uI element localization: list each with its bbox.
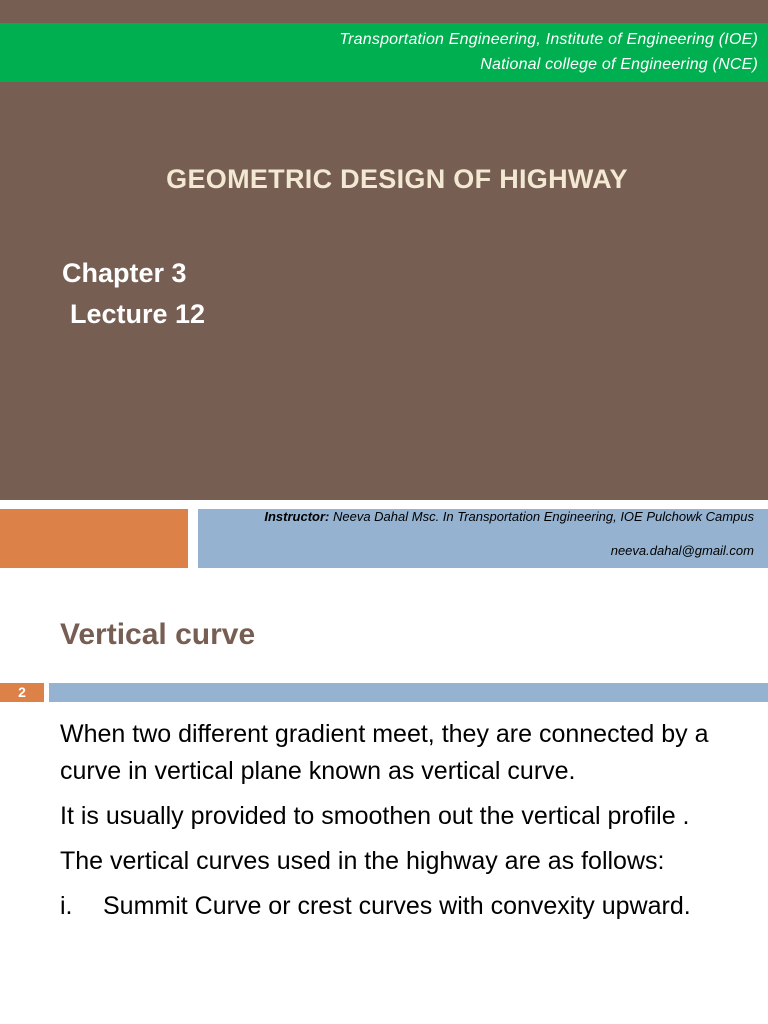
page-number: 2 — [0, 683, 44, 702]
banner-line-1: Transportation Engineering, Institute of Engineering (IOE) — [339, 31, 758, 48]
slide-2-header-bar — [49, 683, 768, 702]
instructor-box — [198, 509, 768, 568]
lecture-label: Lecture 12 — [70, 299, 206, 329]
instructor-label: Instructor: — [264, 509, 330, 524]
instructor-email: neeva.dahal@gmail.com — [610, 543, 754, 558]
institution-banner — [0, 23, 768, 82]
slide-2-title: Vertical curve — [60, 618, 256, 651]
title-panel — [0, 82, 768, 500]
list-item-number: i. — [60, 892, 73, 920]
orange-accent-box — [0, 509, 188, 568]
banner-line-2: National college of Engineering (NCE) — [480, 56, 758, 73]
list-item — [60, 888, 740, 925]
list-item-text: Summit Curve or crest curves with convexity upward. — [103, 892, 691, 920]
paragraph-3: The vertical curves used in the highway are as follows: — [60, 847, 665, 875]
top-brown-strip — [0, 0, 768, 23]
slide-title: GEOMETRIC DESIGN OF HIGHWAY — [166, 164, 628, 194]
chapter-label: Chapter 3 — [62, 258, 187, 288]
instructor-info — [214, 510, 754, 523]
instructor-text: Neeva Dahal Msc. In Transportation Engineering, IOE Pulchowk Campus — [329, 509, 754, 524]
paragraph-2: It is usually provided to smoothen out the vertical profile . — [60, 802, 690, 830]
slide-2-body — [60, 716, 740, 925]
paragraph-1: When two different gradient meet, they are connected by a curve in vertical plane known as vertical curve. — [60, 720, 709, 785]
